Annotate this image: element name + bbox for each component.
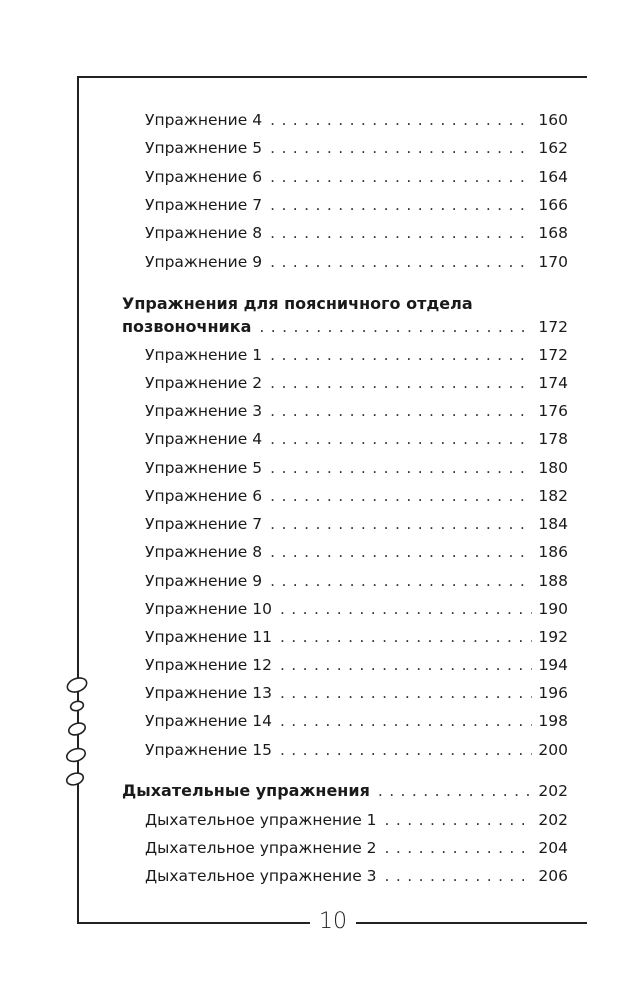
toc-entry[interactable] — [145, 834, 568, 862]
toc-entry-page: 188 — [538, 572, 568, 590]
toc-entry[interactable] — [145, 106, 568, 134]
toc-entry-page: 202 — [538, 782, 568, 800]
toc-entry[interactable] — [145, 538, 568, 566]
toc-leader-dots — [280, 707, 532, 735]
toc-entry-label: Упражнение 2 — [145, 374, 263, 392]
toc-entry[interactable] — [145, 248, 568, 276]
toc-entry-label: Упражнение 1 — [145, 346, 263, 364]
toc-entry[interactable] — [145, 595, 568, 623]
toc-leader-dots — [270, 163, 532, 191]
toc-entry-label: Упражнение 8 — [145, 224, 263, 242]
toc-entry-page: 194 — [538, 656, 568, 674]
toc-leader-dots — [270, 341, 532, 369]
toc-leader-dots — [270, 134, 532, 162]
toc-entry-page: 166 — [538, 196, 568, 214]
toc-leader-dots — [270, 454, 532, 482]
toc-entry-label: Упражнение 11 — [145, 628, 272, 646]
toc-entry-label: Дыхательное упражнение 3 — [145, 867, 377, 885]
toc-entry-page: 162 — [538, 139, 568, 157]
toc-entry[interactable] — [145, 510, 568, 538]
toc-entry-label: Упражнение 12 — [145, 656, 272, 674]
toc-entry[interactable] — [145, 736, 568, 764]
toc-entry[interactable] — [145, 134, 568, 162]
toc-entry-page: 180 — [538, 459, 568, 477]
toc-entry[interactable] — [145, 623, 568, 651]
toc-leader-dots — [280, 595, 532, 623]
toc-leader-dots — [385, 834, 533, 862]
toc-entry[interactable] — [145, 567, 568, 595]
toc-entry-label: Упражнение 4 — [145, 111, 263, 129]
toc-entry-page: 200 — [538, 741, 568, 759]
toc-entry-page: 168 — [538, 224, 568, 242]
toc-leader-dots — [270, 106, 532, 134]
toc-entry[interactable] — [145, 806, 568, 834]
toc-entry[interactable] — [145, 707, 568, 735]
toc-entry[interactable] — [145, 425, 568, 453]
toc-leader-dots — [385, 806, 533, 834]
toc-entry-label: Упражнение 15 — [145, 741, 272, 759]
toc-section-entry[interactable] — [122, 777, 568, 805]
toc-leader-dots — [280, 679, 532, 707]
toc-entry-label: Упражнение 5 — [145, 459, 263, 477]
toc-entry-label: Упражнение 7 — [145, 196, 263, 214]
toc-leader-dots — [280, 736, 532, 764]
toc-entry[interactable] — [145, 482, 568, 510]
toc-entry[interactable] — [145, 679, 568, 707]
toc-entry-page: 160 — [538, 111, 568, 129]
toc-entry-label: Упражнение 9 — [145, 572, 263, 590]
toc-leader-dots — [270, 567, 532, 595]
toc-entry-page: 182 — [538, 487, 568, 505]
toc-leader-dots — [280, 651, 532, 679]
toc-leader-dots — [378, 777, 533, 805]
page-number: 10 — [319, 909, 347, 934]
toc-entry-page: 174 — [538, 374, 568, 392]
toc-entry[interactable] — [145, 369, 568, 397]
toc-entry[interactable] — [145, 163, 568, 191]
toc-entry-label: Упражнение 13 — [145, 684, 272, 702]
toc-entry[interactable] — [145, 454, 568, 482]
toc-entry-label: Упражнение 9 — [145, 253, 263, 271]
toc-entry[interactable] — [145, 862, 568, 890]
toc-leader-dots — [270, 510, 532, 538]
toc-entry-page: 172 — [538, 346, 568, 364]
toc-entry-page: 206 — [538, 867, 568, 885]
toc-entry-label: Упражнение 4 — [145, 430, 263, 448]
toc-entry-page: 176 — [538, 402, 568, 420]
toc-entry-label: Упражнение 5 — [145, 139, 263, 157]
toc-entry-page: 192 — [538, 628, 568, 646]
toc-leader-dots — [270, 425, 532, 453]
toc-leader-dots — [385, 862, 533, 890]
toc-entry-label: Упражнение 7 — [145, 515, 263, 533]
toc-leader-dots — [270, 248, 532, 276]
toc-entry-label: Упражнение 8 — [145, 543, 263, 561]
toc-entry-page: 190 — [538, 600, 568, 618]
toc-entry[interactable] — [145, 341, 568, 369]
toc-leader-dots — [270, 482, 532, 510]
toc-entry-label: Упражнение 6 — [145, 487, 263, 505]
toc-entry-page: 184 — [538, 515, 568, 533]
toc-entry-page: 172 — [538, 318, 568, 336]
toc-leader-dots — [259, 313, 532, 341]
toc-leader-dots — [270, 369, 532, 397]
toc-entry-page: 202 — [538, 811, 568, 829]
section-heading[interactable]: Упражнения для поясничного отдела — [122, 294, 473, 313]
toc-entry-label: Упражнение 3 — [145, 402, 263, 420]
toc-entry[interactable] — [145, 397, 568, 425]
section-heading: Дыхательные упражнения — [122, 781, 370, 800]
toc-leader-dots — [270, 397, 532, 425]
toc-entry-label: Упражнение 10 — [145, 600, 272, 618]
toc-entry-page: 178 — [538, 430, 568, 448]
toc-entry-page: 204 — [538, 839, 568, 857]
section-heading-continued: позвоночника — [122, 317, 252, 336]
toc-leader-dots — [270, 191, 532, 219]
toc-entry-label: Упражнение 14 — [145, 712, 272, 730]
toc-entry-label: Дыхательное упражнение 1 — [145, 811, 377, 829]
toc-leader-dots — [270, 538, 532, 566]
toc-leader-dots — [270, 219, 532, 247]
toc-entry[interactable] — [145, 219, 568, 247]
toc-entry-label: Упражнение 6 — [145, 168, 263, 186]
toc-entry[interactable] — [145, 651, 568, 679]
toc-entry-page: 186 — [538, 543, 568, 561]
toc-entry-page: 164 — [538, 168, 568, 186]
toc-leader-dots — [280, 623, 532, 651]
toc-entry-page: 198 — [538, 712, 568, 730]
toc-entry-label: Дыхательное упражнение 2 — [145, 839, 377, 857]
toc-entry[interactable] — [145, 191, 568, 219]
toc-section-entry[interactable] — [122, 313, 568, 341]
toc-entry-page: 196 — [538, 684, 568, 702]
toc-entry-page: 170 — [538, 253, 568, 271]
